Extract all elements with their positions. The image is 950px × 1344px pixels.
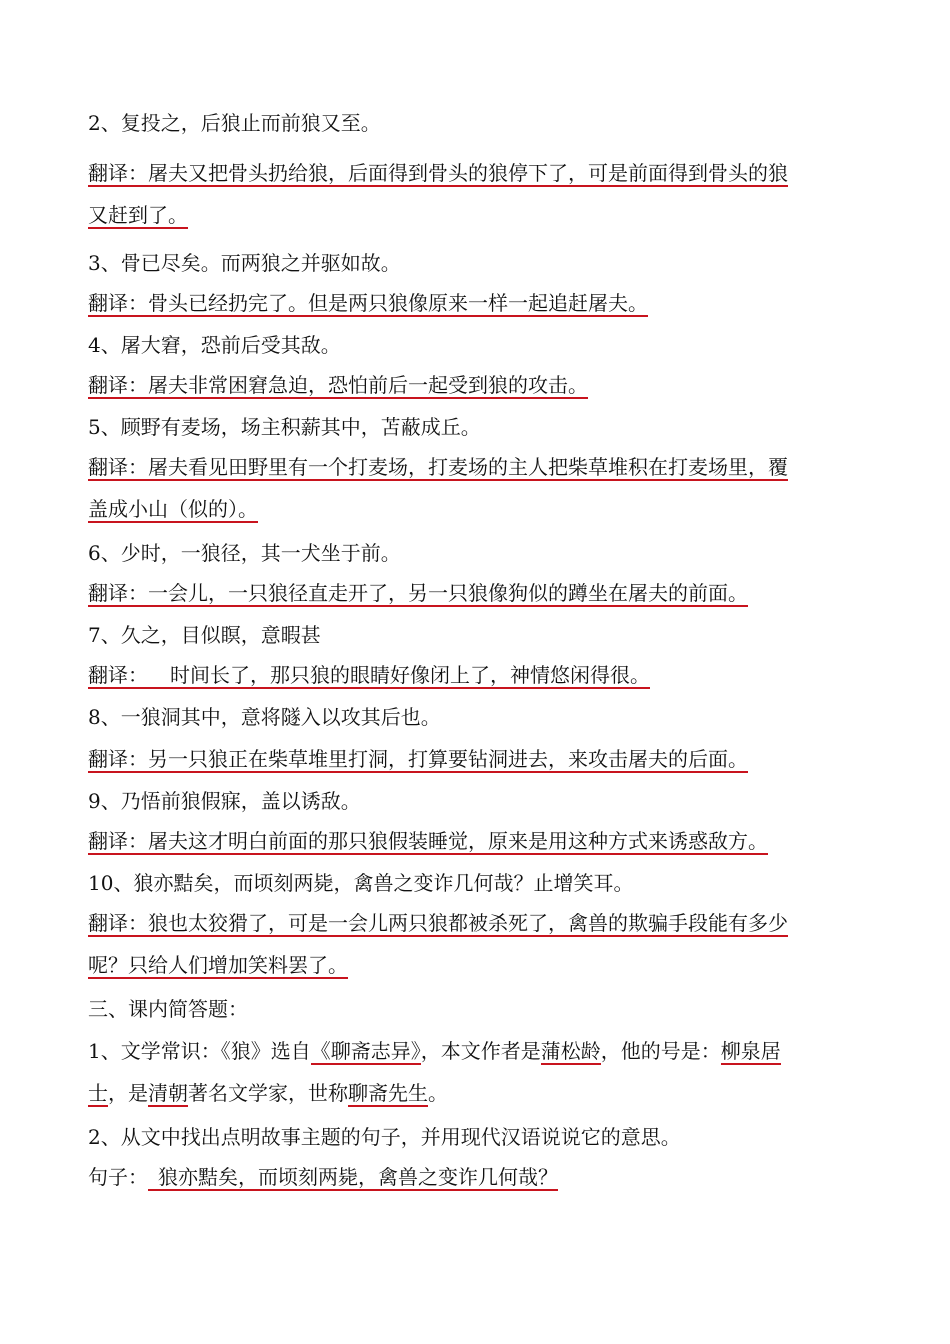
answer-underline: 翻译：骨头已经扔完了。但是两只狼像原来一样一起追赶屠夫。 [88,291,648,315]
answer-underline: 翻译：屠夫又把骨头扔给狼，后面得到骨头的狼停下了，可是前面得到骨头的狼 [88,161,788,185]
question-4: 4、屠大窘，恐前后受其敌。 [88,333,341,357]
question-6: 6、少时，一狼径，其一犬坐于前。 [88,541,401,565]
short-answer-1-line-1: 1、文学常识：《狼》选自《聊斋志异》，本文作者是蒲松龄，他的号是：柳泉居 [88,1039,781,1063]
translation-5-line-1 [88,452,788,482]
question-9: 9、乃悟前狼假寐，盖以诱敌。 [88,789,361,813]
answer-underline [88,663,650,689]
translation-5-line-2 [88,494,258,524]
translation-10-line-1 [88,908,788,938]
answer-underline: 翻译：一会儿，一只狼径直走开了，另一只狼像狗似的蹲坐在屠夫的前面。 [88,581,748,605]
sentence-label: 句子： [88,1165,148,1189]
answer-underline [148,1165,558,1191]
answer-pen-name-end: 士 [88,1081,108,1105]
answer-underline: 盖成小山（似的）。 [88,497,258,521]
answer-book-title: 《聊斋志异》 [310,1039,421,1063]
answer-dynasty: 清朝 [148,1081,188,1105]
translation-6 [88,578,748,608]
translation-9 [88,826,768,856]
answer-underline: 翻译：屠夫这才明白前面的那只狼假装睡觉，原来是用这种方式来诱惑敌方。 [88,829,768,853]
question-3: 3、骨已尽矣。而两狼之并驱如故。 [88,251,401,275]
question-7: 7、久之，目似瞑，意暇甚 [88,623,321,647]
answer-underline: 翻译：屠夫看见田野里有一个打麦场，打麦场的主人把柴草堆积在打麦场里，覆 [88,455,788,479]
question-2: 2、复投之，后狼止而前狼又至。 [88,111,381,135]
answer-underline: 翻译：另一只狼正在柴草堆里打洞，打算要钻洞进去，来攻击屠夫的后面。 [88,747,748,771]
question-5: 5、顾野有麦场，场主积薪其中，苫蔽成丘。 [88,415,481,439]
translation-label: 翻译： [88,663,148,687]
answer-underline: 翻译：狼也太狡猾了，可是一会儿两只狼都被杀死了，禽兽的欺骗手段能有多少 [88,911,788,935]
answer-underline: 翻译：屠夫非常困窘急迫，恐怕前后一起受到狼的攻击。 [88,373,588,397]
translation-3 [88,288,648,318]
answer-pen-name: 柳泉居 [720,1039,781,1063]
question-10: 10、狼亦黠矣，而顷刻两毙，禽兽之变诈几何哉？止增笑耳。 [88,871,634,895]
translation-8 [88,744,748,774]
translation-2-line-2 [88,200,188,230]
question-8: 8、一狼洞其中，意将隧入以攻其后也。 [88,705,441,729]
answer-underline: 呢？只给人们增加笑料罢了。 [88,953,348,977]
translation-10-line-2 [88,950,348,980]
translation-4 [88,370,588,400]
answer-underline: 又赶到了。 [88,203,188,227]
section-heading: 三、课内简答题： [88,997,248,1021]
answer-title: 聊斋先生 [348,1081,428,1105]
theme-sentence-line [88,1162,558,1192]
answer-author: 蒲松龄 [540,1039,601,1063]
translation-7 [88,660,650,690]
theme-sentence: 狼亦黠矣，而顷刻两毙，禽兽之变诈几何哉？ [158,1165,558,1189]
translation-text: 时间长了，那只狼的眼睛好像闭上了，神情悠闲得很。 [170,663,650,687]
short-answer-1-line-2: 士，是清朝著名文学家，世称聊斋先生。 [88,1081,448,1105]
short-answer-2: 2、从文中找出点明故事主题的句子，并用现代汉语说说它的意思。 [88,1125,681,1149]
translation-2-line-1 [88,158,788,188]
